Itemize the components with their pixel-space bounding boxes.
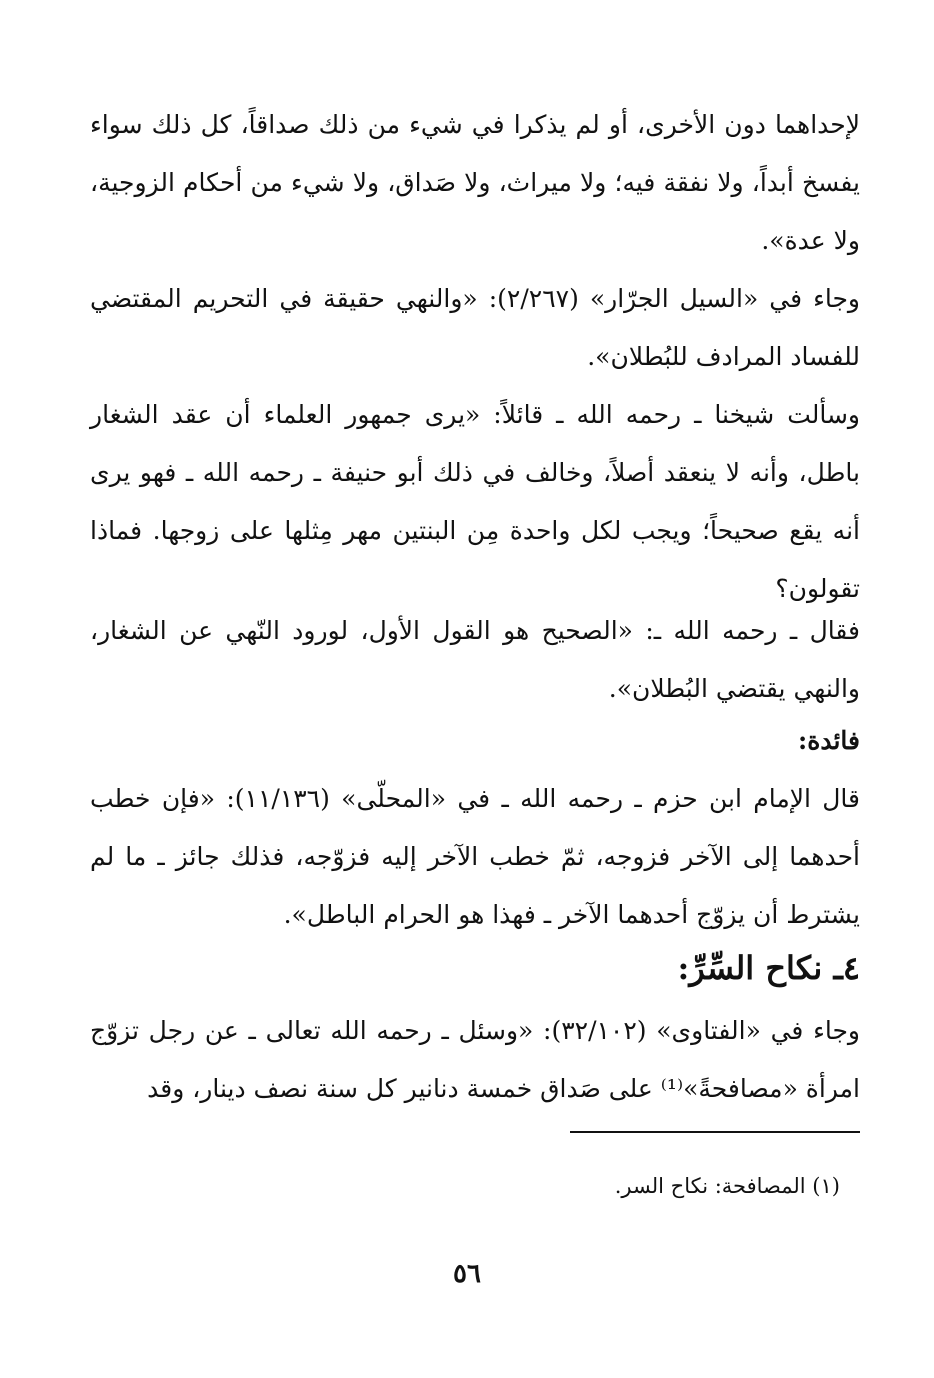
footnote-divider — [570, 1131, 860, 1133]
page-number: ٥٦ — [453, 1259, 481, 1289]
paragraph-3-text: وسألت شيخنا ـ رحمه الله ـ قائلاً: «يرى جمهور العلماء أن عقد الشغار باطل، وأنه لا ينعقد أصلاً، وخالف في ذلك أبو حنيفة ـ رحمه الله ـ فهو يرى أنه يقع صحيحاً؛ ويجب لكل واحدة مِن البنتين مهر مِثلها على زوجها. فماذا تقولون؟ — [90, 400, 860, 603]
paragraph-2-text: وجاء في «السيل الجرّار» (٢/٢٦٧): «والنهي حقيقة في التحريم المقتضي للفساد المرادف للبُطلان». — [90, 284, 860, 371]
paragraph-6 — [90, 1002, 860, 1118]
footnote: (١) المصافحة: نكاح السر. — [614, 1174, 840, 1198]
paragraph-4 — [90, 602, 860, 718]
paragraph-1-text: لإحداهما دون الأخرى، أو لم يذكرا في شيء من ذلك صداقاً، كل ذلك سواء يفسخ أبداً، ولا نفقة فيه؛ ولا ميراث، ولا صَداق، ولا شيء من أحكام الزوجية، ولا عدة». — [90, 110, 860, 255]
paragraph-5 — [90, 770, 860, 944]
paragraph-5-text: قال الإمام ابن حزم ـ رحمه الله ـ في «المحلّى» (١١/١٣٦): «فإن خطب أحدهما إلى الآخر فزوجه، ثمّ خطب الآخر إليه فزوّجه، فذلك جائز ـ ما لم يشترط أن يزوّج أحدهما الآخر ـ فهذا هو الحرام الباطل». — [90, 784, 860, 929]
paragraph-1 — [90, 96, 860, 270]
paragraph-4-text: فقال ـ رحمه الله ـ: «الصحيح هو القول الأول، لورود النّهي عن الشغار، والنهي يقتضي البُطلان». — [90, 616, 860, 703]
paragraph-2 — [90, 270, 860, 386]
paragraph-3 — [90, 386, 860, 618]
faida-heading: فائدة: — [798, 726, 860, 755]
paragraph-6-text: وجاء في «الفتاوى» (٣٢/١٠٢): «وسئل ـ رحمه الله تعالى ـ عن رجل تزوّج امرأة «مصافحةً»⁽¹⁾ على صَداق خمسة دنانير كل سنة نصف دينار، وقد — [90, 1016, 860, 1103]
section-heading: ٤ـ نكاح السِّرِّ: — [677, 949, 860, 987]
